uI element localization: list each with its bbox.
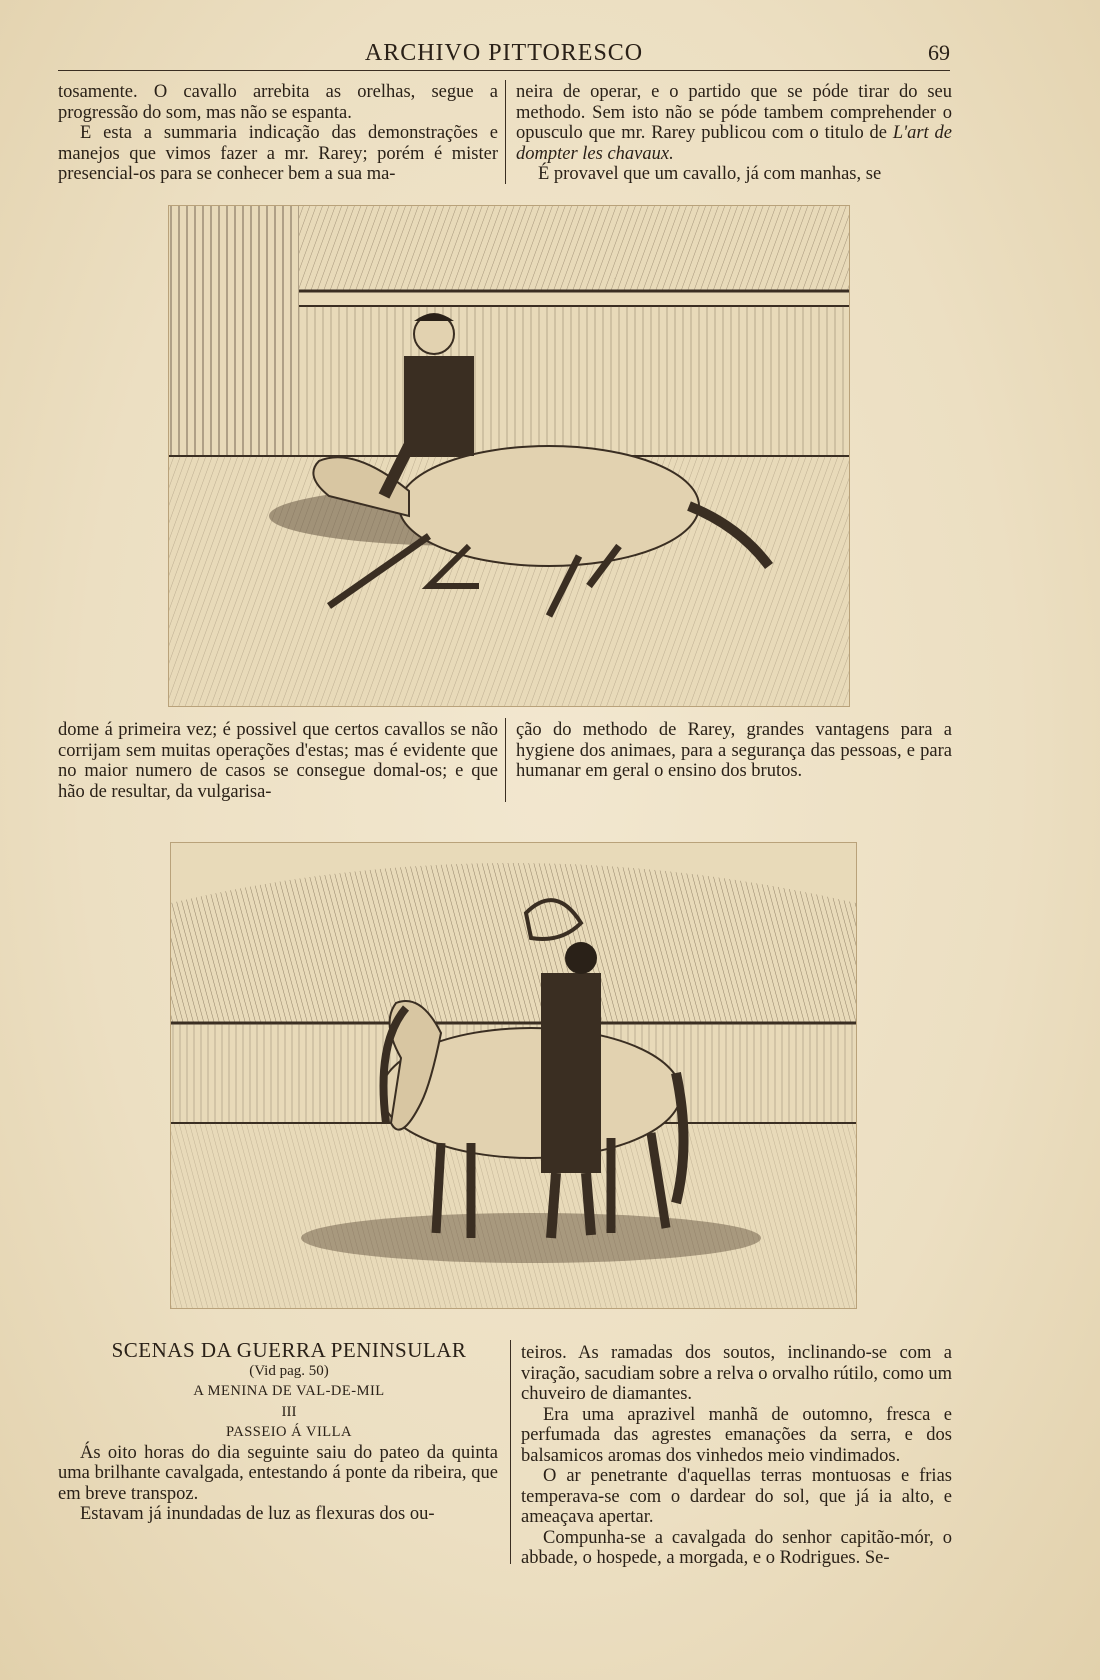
top-left-column [58,82,498,185]
article-subtitle: A MENINA DE VAL-DE-MIL [193,1383,385,1399]
engraving-horse-lying-down [168,205,850,707]
middle-right-column [516,720,952,782]
chapter-number: III [281,1403,297,1420]
paragraph: teiros. As ramadas dos soutos, inclinando-se com a viração, sacudiam sobre a relva o orvalho rútilo, como um chuveiro de diamantes. [521,1343,953,1404]
section-title: PASSEIO Á VILLA [226,1424,352,1440]
paragraph: O ar penetrante d'aquellas terras montuosas e frias temperava-se com o dardear do sol, que já ia alto, e ameaçava apertar. [521,1466,952,1527]
paragraph-text: neira de operar, e o partido que se póde tirar do seu methodo. Sem isto não se póde tambem comprehender o opusculo que mr. Rarey publicou com o titulo de [516,82,952,143]
paragraph: dome á primeira vez; é possivel que certos cavallos se não corrijam sem muitas operações d'estas; mas é evidente que no maior numero de casos se consegue domal-os; e que hão de resultar, da vulgarisa- [58,720,498,802]
publication-title: ARCHIVO PITTORESCO [364,40,644,66]
paragraph: tosamente. O cavallo arrebita as orelhas, segue a progressão do som, mas não se espanta. [58,82,498,123]
book-title: L'art de dompter les chavaux. [516,123,953,164]
engraving-man-with-horse [170,842,857,1309]
paragraph: Estavam já inundadas de luz as flexuras dos ou- [80,1504,435,1524]
article-left-column [58,1340,498,1525]
column-divider [505,718,506,802]
page-number: 69 [928,40,950,65]
page-header [58,38,950,71]
top-right-column [516,82,952,185]
article-title: SCENAS DA GUERRA PENINSULAR [111,1338,467,1362]
column-divider [510,1340,511,1564]
paragraph: ção do methodo de Rarey, grandes vantagens para a hygiene dos animaes, para a segurança das pessoas, e para humanar em geral o ensino dos brutos. [516,720,952,781]
paragraph: Era uma aprazivel manhã de outomno, fresca e perfumada das agrestes emanações da serra, e dos balsamicos aromas dos vinhedos meio vindimados. [521,1404,952,1466]
middle-left-column [58,720,498,802]
paragraph [516,82,952,164]
article-right-column [521,1343,952,1569]
engraving-horse-lying-down-drawing [169,206,849,706]
paragraph: E esta a summaria indicação das demonstrações e manejos que vimos fazer a mr. Rarey; porém é mister presencial-os para se conhecer bem a sua ma- [58,123,498,184]
paragraph: Ás oito horas do dia seguinte saiu do pateo da quinta uma brilhante cavalgada, entestando á ponte da ribeira, que em breve transpoz. [58,1442,498,1504]
article-reference: (Vid pag. 50) [249,1362,329,1379]
column-divider [505,80,506,184]
paragraph: Compunha-se a cavalgada do senhor capitão-mór, o abbade, o hospede, a morgada, e o Rodrigues. Se- [521,1527,952,1568]
engraving-man-with-horse-drawing [171,843,856,1308]
paragraph: É provavel que um cavallo, já com manhas, se [538,164,882,184]
